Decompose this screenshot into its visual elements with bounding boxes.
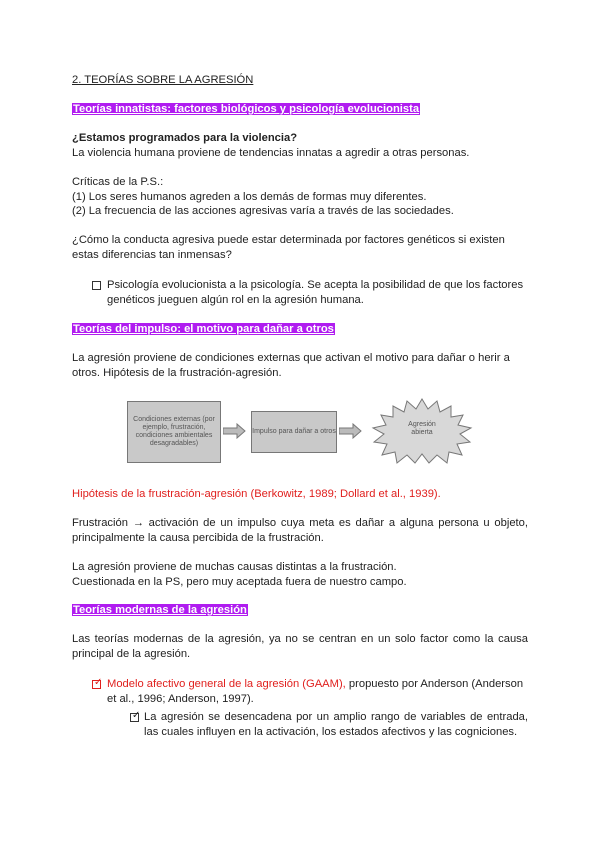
modern-heading (72, 603, 528, 618)
diagram-box-impulse-label: Impulso para dañar a otros (252, 428, 336, 435)
critiques-title: Críticas de la P.S.: (72, 176, 164, 188)
diagram-box-conditions-label: Condiciones externas (por ejemplo, frustración, condiciones ambientales desagradables) (133, 416, 215, 447)
modern-heading-text: Teorías modernas de la agresión (73, 604, 247, 616)
questioned-text: Cuestionada en la PS, pero muy aceptada fuera de nuestro campo. (72, 576, 407, 588)
check-icon: ✓ (94, 677, 103, 688)
frustration-definition: Frustración → activación de un impulso cuya meta es dañar a alguna persona u objeto, principalmente la causa percibida de la frustración. (72, 517, 528, 544)
checkbox-icon[interactable] (92, 281, 101, 290)
arrow-icon (339, 423, 363, 439)
innatist-statement: La violencia humana proviene de tendencias innatas a agredir a otras personas. (72, 147, 470, 159)
checkbox-checked-icon[interactable] (92, 677, 103, 689)
innatist-heading-text: Teorías innatistas: factores biológicos y psicología evolucionista (73, 103, 420, 115)
innatist-question-2: ¿Cómo la conducta agresiva puede estar determinada por factores genéticos si existen estas diferencias tan inmensas? (72, 234, 505, 261)
innatist-heading (72, 102, 528, 117)
gaam-reference: propuesto por Anderson (Anderson et al., 1996; Anderson, 1997). (107, 678, 524, 705)
innatist-question: ¿Estamos programados para la violencia? (72, 132, 298, 144)
diagram-box-impulse (251, 411, 337, 453)
impulse-paragraph: La agresión proviene de condiciones externas que activan el motivo para dañar o herir a otros. Hipótesis de la frustración-agresión. (72, 352, 510, 379)
critique-1: (1) Los seres humanos agreden a los demás de formas muy diferentes. (72, 191, 427, 203)
section-title: 2. TEORÍAS SOBRE LA AGRESIÓN (72, 74, 254, 86)
frustration-aggression-diagram (127, 397, 477, 465)
gaam-title: Modelo afectivo general de la agresión (GAAM), (107, 678, 346, 690)
checkbox-checked-icon[interactable] (130, 710, 141, 722)
check-icon: ✓ (132, 710, 141, 721)
arrow-icon (223, 423, 247, 439)
critique-2: (2) La frecuencia de las acciones agresivas varía a través de las sociedades. (72, 205, 454, 217)
impulse-heading (72, 322, 528, 337)
diagram-box-conditions (127, 401, 221, 463)
impulse-reference: Hipótesis de la frustración-agresión (Berkowitz, 1989; Dollard et al., 1939). (72, 488, 441, 500)
diagram-burst-label: Agresión abierta (408, 421, 436, 436)
gaam-bullet (107, 677, 527, 707)
impulse-heading-text: Teorías del impulso: el motivo para dañar a otros (73, 323, 334, 335)
evolutionist-bullet: Psicología evolucionista a la psicología. Se acepta la posibilidad de que los factores genéticos jueguen algún rol en la agresión humana. (107, 279, 524, 306)
modern-paragraph: Las teorías modernas de la agresión, ya no se centran en un solo factor como la causa principal de la agresión. (72, 633, 528, 660)
causes-text: La agresión proviene de muchas causas distintas a la frustración. (72, 561, 397, 573)
gaam-sub-bullet: La agresión se desencadena por un amplio rango de variables de entrada, las cuales influyen en la activación, los estados afectivos y las cogniciones. (144, 711, 528, 738)
